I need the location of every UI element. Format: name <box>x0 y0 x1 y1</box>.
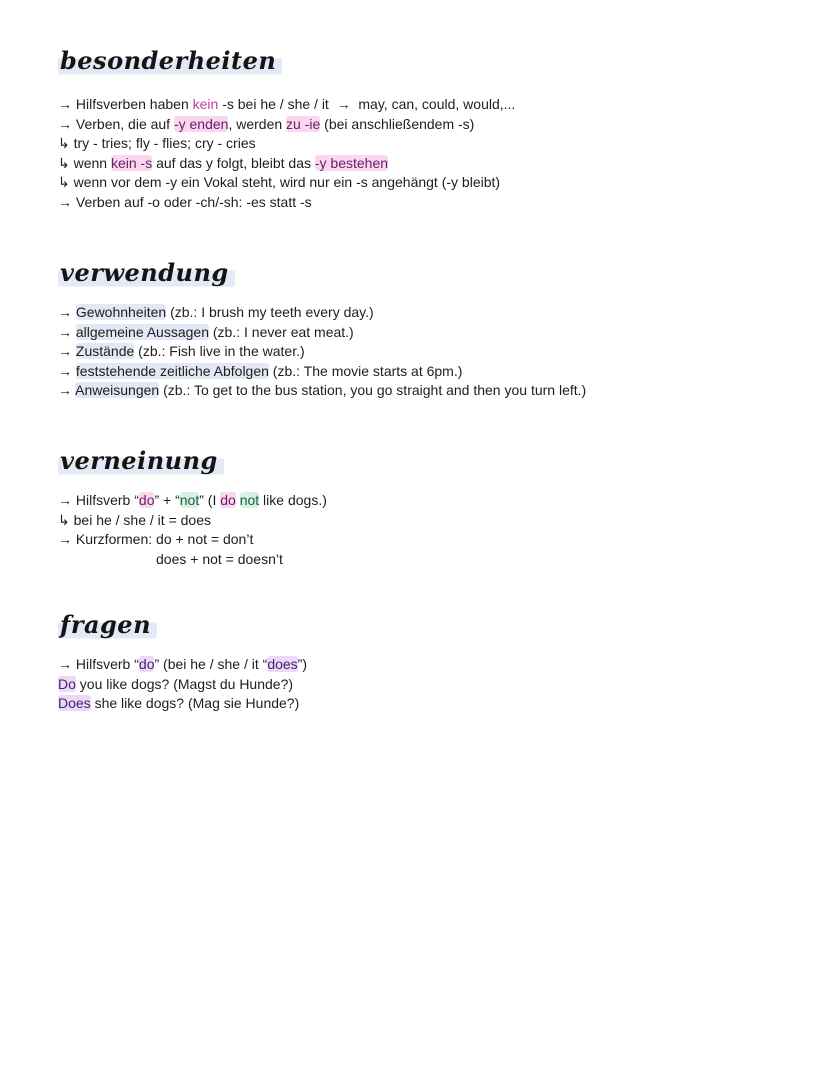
heading-verwendung: verwendung <box>58 258 235 289</box>
text: she like dogs? (Mag sie Hunde?) <box>90 695 300 711</box>
highlight-does: Does <box>58 695 91 711</box>
highlight: Gewohnheiten <box>75 304 167 320</box>
text: auf das y folgt, bleibt das <box>152 154 315 171</box>
highlight: zu -ie <box>286 115 321 132</box>
lines-fragen <box>58 655 307 714</box>
text: -s bei he / she / it → may, can, could, would,... <box>218 96 516 112</box>
lines-verneinung <box>58 491 327 569</box>
line-6: → Verben auf -o oder -ch/-sh: -es statt -s <box>58 193 312 210</box>
highlight-do: do <box>138 656 155 672</box>
highlight-does: does <box>267 656 298 672</box>
line-5 <box>58 381 586 401</box>
highlight-kein: kein <box>192 96 219 112</box>
text: → <box>58 323 76 340</box>
highlight-do: do <box>138 492 155 508</box>
section-verneinung <box>58 446 327 569</box>
highlight: -y bestehen <box>314 154 389 171</box>
text: → <box>58 382 76 398</box>
text: (zb.: Fish live in the water.) <box>134 343 305 359</box>
text: ” (I <box>199 492 221 508</box>
text: → Verben, die auf <box>58 115 174 132</box>
text: like dogs.) <box>259 492 327 508</box>
highlight-not: not <box>179 492 200 508</box>
line-1 <box>58 491 327 511</box>
lines-verwendung <box>58 303 586 401</box>
text: → Hilfsverb “ <box>58 656 139 672</box>
text: (zb.: The movie starts at 6pm.) <box>268 362 463 379</box>
line-1 <box>58 655 307 675</box>
line-1 <box>58 303 586 323</box>
highlight-do: do <box>220 492 236 508</box>
line-3 <box>58 694 307 714</box>
text: ” (bei he / she / it “ <box>154 656 268 672</box>
text: → Hilfsverb “ <box>58 492 139 508</box>
heading-besonderheiten: besonderheiten <box>58 46 282 77</box>
line-2 <box>58 115 515 135</box>
line-2 <box>58 323 586 343</box>
line-2: ↳ bei he / she / it = does <box>58 511 211 528</box>
text: (zb.: I brush my teeth every day.) <box>166 304 374 320</box>
highlight-not: not <box>239 492 260 508</box>
line-5: ↳ wenn vor dem -y ein Vokal steht, wird nur ein -s angehängt (-y bleibt) <box>58 174 501 190</box>
highlight: feststehende zeitliche Abfolgen <box>75 362 269 379</box>
text: ” + “ <box>154 492 180 508</box>
highlight: Anweisungen <box>75 382 160 398</box>
text: (zb.: I never eat meat.) <box>209 323 354 340</box>
section-fragen <box>58 610 307 714</box>
text: (zb.: To get to the bus station, you go straight and then you turn left.) <box>159 382 587 398</box>
text: , werden <box>228 115 287 132</box>
line-2 <box>58 675 307 695</box>
text: ”) <box>297 656 307 672</box>
highlight: allgemeine Aussagen <box>75 323 209 340</box>
text: → <box>58 362 76 379</box>
highlight: kein -s <box>110 154 153 171</box>
section-besonderheiten <box>58 46 515 212</box>
highlight: Zustände <box>75 343 135 359</box>
section-verwendung <box>58 258 586 401</box>
highlight: -y enden <box>173 115 229 132</box>
text: → <box>58 343 76 359</box>
text: you like dogs? (Magst du Hunde?) <box>75 675 294 692</box>
heading-fragen: fragen <box>58 610 157 641</box>
text: → <box>58 304 76 320</box>
text: (bei anschließendem -s) <box>320 115 475 132</box>
line-4: does + not = doesn’t <box>156 550 283 567</box>
line-3: ↳ try - tries; fly - flies; cry - cries <box>58 135 256 151</box>
line-3 <box>58 342 586 362</box>
text: → Hilfsverben haben <box>58 96 193 112</box>
line-4 <box>58 154 515 174</box>
line-1 <box>58 95 515 115</box>
highlight-do: Do <box>58 675 76 692</box>
line-3: → Kurzformen: do + not = don’t <box>58 531 254 547</box>
heading-verneinung: verneinung <box>58 446 224 477</box>
lines-besonderheiten <box>58 95 515 212</box>
line-4 <box>58 362 586 382</box>
text: ↳ wenn <box>58 154 111 171</box>
